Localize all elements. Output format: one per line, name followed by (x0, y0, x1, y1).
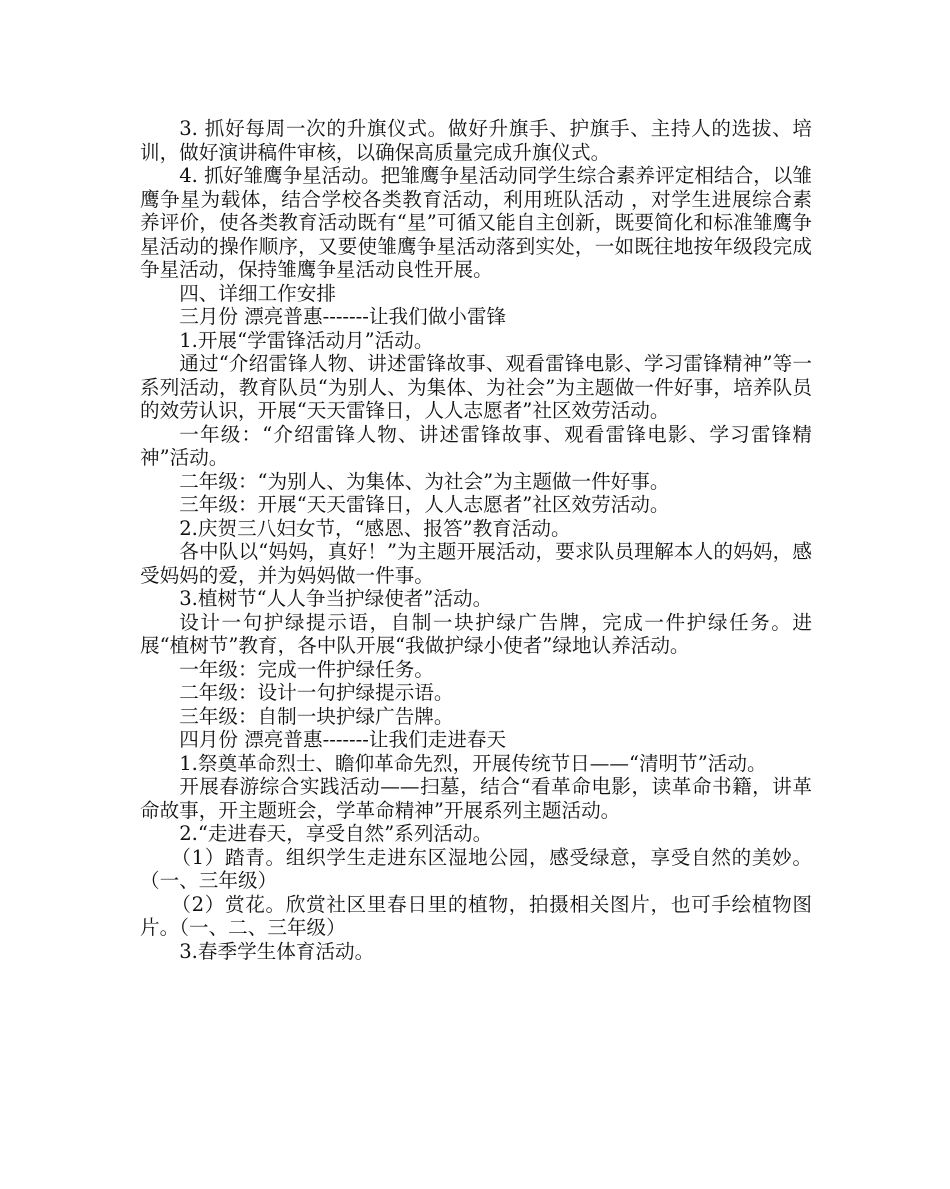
item-heading-womens-day: 2.庆贺三八妇女节，“感恩、报答”教育活动。 (179, 516, 571, 540)
sub-item-flower-viewing: （2）赏花。欣赏社区里春日里的植物，拍摄相关图片，也可手绘植物图片。（一、二、三年级） (140, 892, 812, 939)
grade-three-arbor-day: 三年级：自制一块护绿广告牌。 (179, 704, 454, 728)
grade-two-arbor-day: 二年级：设计一句护绿提示语。 (179, 681, 454, 704)
sub-item-spring-walk: （1）踏青。组织学生走进东区湿地公园，感受绿意，享受自然的美妙。（一、三年级） (140, 845, 812, 892)
grade-two-lei-feng: 二年级：“为别人、为集体、为社会”为主题做一件好事。 (179, 469, 670, 493)
paragraph-flag-ceremony: 3. 抓好每周一次的升旗仪式。做好升旗手、护旗手、主持人的选拔、培训，做好演讲稿件审核，以确保高质量完成升旗仪式。 (140, 117, 812, 164)
month-heading-april: 四月份 漂亮普惠-------让我们走进春天 (179, 728, 507, 751)
section-heading-work-plan: 四、详细工作安排 (179, 281, 336, 305)
grade-one-arbor-day: 一年级：完成一件护绿任务。 (179, 657, 434, 681)
item-heading-qingming: 1.祭奠革命烈士、瞻仰革命先烈，开展传统节日——“清明节”活动。 (179, 751, 767, 775)
item-heading-lei-feng-month: 1.开展“学雷锋活动月”活动。 (179, 328, 434, 352)
paragraph-spring-outing: 开展春游综合实践活动——扫墓，结合“看革命电影，读革命书籍，讲革命故事，开主题班会，学革命精神”开展系列主题活动。 (140, 775, 812, 822)
document-body (140, 117, 812, 963)
paragraph-eagle-stars: 4. 抓好雏鹰争星活动。把雏鹰争星活动同学生综合素养评定相结合，以雏鹰争星为载体，结合学校各类教育活动，利用班队活动 ，对学生进展综合素养评价，使各类教育活动既有“星”可循又能自主创新，既要简化和标准雏鹰争星活动的操作顺序，又要使雏鹰争星活动落到实处，一如既往地按年级段完成争星活动，保持雏鹰争星活动良性开展。 (140, 164, 812, 281)
paragraph-lei-feng-activities: 通过“介绍雷锋人物、讲述雷锋故事、观看雷锋电影、学习雷锋精神”等一系列活动，教育队员“为别人、为集体、为社会”为主题做一件好事，培养队员的效劳认识，开展“天天雷锋日，人人志愿者”社区效劳活动。 (140, 352, 812, 422)
item-heading-spring-sports: 3.春季学生体育活动。 (179, 939, 375, 963)
grade-one-lei-feng: 一年级：“介绍雷锋人物、讲述雷锋故事、观看雷锋电影、学习雷锋精神”活动。 (140, 422, 812, 469)
item-heading-arbor-day: 3.植树节“人人争当护绿使者”活动。 (179, 587, 493, 610)
paragraph-womens-day: 各中队以“妈妈，真好！”为主题开展活动，要求队员理解本人的妈妈，感受妈妈的爱，并为妈妈做一件事。 (140, 540, 812, 587)
month-heading-march: 三月份 漂亮普惠-------让我们做小雷锋 (179, 305, 507, 328)
paragraph-arbor-day: 设计一句护绿提示语，自制一块护绿广告牌，完成一件护绿任务。进展“植树节”教育，各中队开展“我做护绿小使者”绿地认养活动。 (140, 610, 812, 657)
item-heading-into-spring: 2.“走进春天，享受自然”系列活动。 (179, 822, 493, 845)
grade-three-lei-feng: 三年级：开展“天天雷锋日，人人志愿者”社区效劳活动。 (179, 493, 670, 516)
